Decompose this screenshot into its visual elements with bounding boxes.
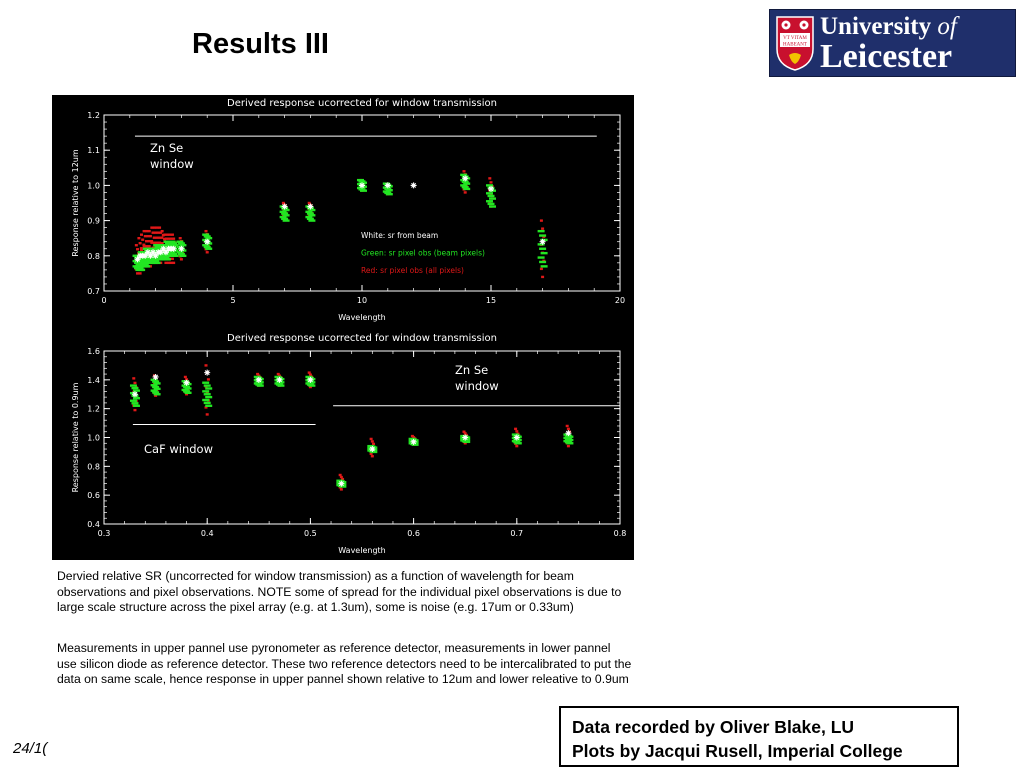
caption-secondary: Measurements in upper pannel use pyronometer as reference detector, measurements in lower pannel use silicon diode as reference detector. These two reference detectors need to be intercalibrated to put the data on same scale, hence response in upper pannel shown relative to 12um and lower releative to 0.9um: [57, 641, 632, 686]
chart-panel-2: [71, 333, 626, 555]
data-point-green: [133, 389, 140, 391]
x-tick-label: 0: [101, 296, 107, 305]
data-point-red: [164, 238, 167, 240]
data-point-red: [172, 262, 175, 264]
university-logo: [769, 9, 1016, 77]
data-point-green: [130, 384, 137, 386]
legend-entry: White: sr from beam: [361, 231, 439, 240]
data-point-red: [133, 382, 136, 384]
credits-line2: Plots by Jacqui Rusell, Imperial College: [572, 741, 903, 761]
data-point-white: [514, 435, 520, 441]
data-point-green: [515, 442, 522, 444]
data-point-red: [158, 236, 161, 238]
chart-title: Derived response ucorrected for window transmission: [227, 333, 497, 344]
data-point-red: [155, 236, 158, 238]
data-point-red: [168, 233, 171, 235]
data-point-red: [145, 230, 148, 232]
data-point-red: [184, 376, 187, 378]
data-point-red: [145, 245, 148, 247]
x-tick-label: 10: [356, 296, 368, 305]
data-point-red: [148, 240, 151, 242]
data-point-green: [486, 200, 493, 202]
data-point-green: [172, 255, 179, 257]
data-point-green: [130, 400, 137, 402]
data-point-red: [136, 248, 139, 250]
data-point-red: [164, 262, 167, 264]
data-point-green: [143, 265, 150, 267]
data-point-red: [141, 239, 144, 241]
y-tick-label: 0.4: [87, 520, 100, 529]
plot-annotation: CaF window: [144, 442, 213, 456]
data-point-green: [489, 197, 496, 199]
data-point-red: [206, 413, 209, 415]
data-point-green: [131, 402, 138, 404]
legend-entry: Red: sr pixel obs (all pixels): [361, 266, 464, 275]
caption-main: Dervied relative SR (uncorrected for window transmission) as a function of wavelength for beam observations and pixel observations. NOTE some of spread for the individual pixel observations is due to large scale structure across the pixel array (e.g. at 1.3um), some is noise (e.g. 17um or 0.33um): [57, 569, 622, 614]
data-point-red: [205, 230, 208, 232]
x-tick-label: 0.6: [407, 529, 420, 538]
data-point-red: [205, 364, 208, 366]
data-point-green: [538, 230, 545, 232]
credits-box: [559, 706, 959, 767]
data-point-red: [150, 226, 153, 228]
data-point-green: [566, 442, 573, 444]
data-point-red: [308, 371, 311, 373]
data-point-green: [486, 184, 493, 186]
x-tick-label: 5: [230, 296, 236, 305]
y-tick-label: 1.1: [87, 146, 100, 156]
x-axis-label: Wavelength: [338, 546, 386, 555]
data-point-green: [257, 384, 264, 386]
data-point-red: [154, 231, 157, 233]
data-point-green: [202, 382, 209, 384]
data-point-red: [371, 455, 374, 457]
data-point-red: [309, 373, 312, 375]
x-tick-label: 0.3: [97, 529, 111, 538]
data-point-red: [170, 238, 173, 240]
data-point-green: [185, 392, 192, 394]
x-tick-label: 0.4: [200, 529, 214, 538]
data-point-green: [489, 205, 496, 207]
data-point-red: [515, 445, 518, 447]
data-point-red: [540, 268, 543, 270]
data-point-green: [202, 390, 209, 392]
x-tick-label: 20: [614, 296, 626, 305]
data-point-green: [154, 262, 161, 264]
data-point-red: [172, 238, 175, 240]
data-point-red: [488, 177, 491, 179]
data-point-red: [144, 235, 147, 237]
y-tick-label: 1.6: [87, 347, 100, 356]
data-point-red: [157, 231, 160, 233]
data-point-red: [567, 445, 570, 447]
data-point-red: [145, 240, 148, 242]
data-point-white: [540, 239, 546, 245]
data-point-red: [180, 258, 183, 260]
plot-frame: [104, 351, 620, 524]
data-point-green: [486, 192, 493, 194]
data-point-green: [283, 219, 290, 221]
x-tick-label: 15: [485, 296, 497, 305]
data-point-green: [133, 405, 140, 407]
plot-annotation: Zn Se: [455, 363, 489, 377]
svg-text:HABEANT: HABEANT: [783, 42, 807, 48]
data-point-green: [308, 219, 315, 221]
data-point-red: [148, 245, 151, 247]
data-point-red: [149, 235, 152, 237]
data-point-red: [139, 272, 142, 274]
data-point-green: [463, 188, 470, 190]
data-point-green: [205, 396, 212, 398]
data-point-red: [146, 235, 149, 237]
data-point-red: [463, 170, 466, 172]
plots-panel: [52, 95, 634, 560]
data-point-red: [567, 428, 570, 430]
data-point-red: [339, 474, 342, 476]
data-point-green: [154, 393, 161, 395]
y-tick-label: 1.4: [87, 375, 100, 385]
data-point-green: [308, 384, 315, 386]
data-point-red: [137, 237, 140, 239]
data-point-red: [153, 236, 156, 238]
x-axis-label: Wavelength: [338, 313, 386, 322]
data-point-red: [158, 226, 161, 228]
data-point-red: [340, 488, 343, 490]
x-tick-label: 0.7: [510, 529, 524, 538]
data-point-red: [153, 226, 156, 228]
data-point-green: [204, 384, 211, 386]
data-point-red: [540, 219, 543, 221]
data-point-red: [372, 443, 375, 445]
plot-annotation: Zn Se: [150, 141, 184, 155]
data-point-red: [206, 251, 209, 253]
data-point-red: [167, 262, 170, 264]
data-point-red: [155, 242, 158, 244]
chart-title: Derived response ucorrected for window transmission: [227, 98, 497, 109]
data-point-green: [277, 384, 284, 386]
data-point-red: [152, 231, 155, 233]
y-tick-label: 0.8: [87, 251, 100, 261]
data-point-red: [340, 476, 343, 478]
data-point-red: [541, 227, 544, 229]
y-axis-label: Response relative to 12um: [71, 149, 80, 257]
legend-entry: Green: sr pixel obs (beam pixels): [361, 248, 485, 258]
data-point-green: [538, 256, 545, 258]
data-point-green: [541, 252, 548, 254]
plots-svg: [52, 95, 634, 560]
data-point-red: [541, 276, 544, 278]
data-point-white: [204, 370, 210, 376]
data-point-red: [148, 230, 151, 232]
plot-annotation: window: [455, 379, 499, 393]
data-point-green: [539, 261, 546, 263]
data-point-red: [179, 237, 182, 239]
data-point-red: [153, 242, 156, 244]
chart-panel-1: [71, 98, 625, 322]
data-point-red: [139, 242, 142, 244]
credits-line1: Data recorded by Oliver Blake, LU: [572, 717, 855, 737]
data-point-red: [136, 272, 139, 274]
data-point-red: [140, 249, 143, 251]
data-point-red: [207, 378, 210, 380]
data-point-green: [204, 393, 211, 395]
data-point-red: [140, 233, 143, 235]
data-point-red: [135, 244, 138, 246]
data-point-red: [163, 233, 166, 235]
data-point-red: [171, 258, 174, 260]
plot-annotation: window: [150, 157, 194, 171]
slide-date: 24/1(: [13, 740, 48, 757]
data-point-red: [514, 428, 517, 430]
y-tick-label: 1.0: [87, 433, 100, 443]
logo-line2: Leicester: [820, 38, 953, 75]
y-tick-label: 0.8: [87, 462, 100, 472]
logo-line1: University of: [820, 13, 957, 40]
data-point-red: [464, 191, 467, 193]
data-point-green: [205, 405, 212, 407]
data-point-white: [307, 204, 313, 210]
y-tick-label: 0.7: [87, 287, 100, 296]
slide-title: Results III: [192, 28, 329, 60]
data-point-red: [133, 409, 136, 411]
data-point-green: [202, 399, 209, 401]
y-tick-label: 0.9: [87, 216, 100, 226]
data-point-green: [360, 189, 367, 191]
data-point-red: [370, 438, 373, 440]
y-tick-label: 1.2: [87, 111, 100, 120]
data-point-green: [138, 269, 145, 271]
data-point-red: [371, 440, 374, 442]
data-point-green: [488, 203, 495, 205]
x-tick-label: 0.8: [613, 529, 627, 538]
data-point-red: [167, 238, 170, 240]
y-axis-label: Response relative to 0.9um: [71, 382, 80, 493]
data-point-red: [132, 377, 135, 379]
svg-text:VT VITAM: VT VITAM: [783, 36, 807, 41]
data-point-red: [143, 245, 146, 247]
y-tick-label: 1.2: [87, 404, 100, 414]
data-point-red: [515, 430, 518, 432]
data-point-red: [171, 233, 174, 235]
data-point-green: [386, 193, 393, 195]
data-point-green: [205, 387, 212, 389]
data-point-red: [158, 242, 161, 244]
data-point-green: [539, 248, 546, 250]
data-point-white: [411, 182, 417, 188]
data-point-red: [161, 230, 164, 232]
data-point-green: [131, 387, 138, 389]
data-point-red: [166, 233, 169, 235]
data-point-green: [205, 248, 212, 250]
data-point-green: [539, 234, 546, 236]
data-point-red: [490, 181, 493, 183]
data-point-green: [204, 402, 211, 404]
data-point-red: [170, 262, 173, 264]
x-tick-label: 0.5: [304, 529, 317, 538]
data-point-green: [541, 265, 548, 267]
data-point-red: [160, 236, 163, 238]
data-point-red: [143, 230, 146, 232]
data-point-red: [150, 242, 153, 244]
data-point-white: [369, 446, 375, 452]
crest-icon: [775, 15, 815, 72]
data-point-green: [133, 397, 140, 399]
y-tick-label: 0.6: [87, 491, 100, 501]
data-point-green: [179, 255, 186, 257]
y-tick-label: 1.0: [87, 181, 100, 191]
data-point-green: [463, 441, 470, 443]
data-point-green: [488, 195, 495, 197]
data-point-green: [164, 258, 171, 260]
data-point-red: [566, 425, 569, 427]
data-point-red: [155, 226, 158, 228]
